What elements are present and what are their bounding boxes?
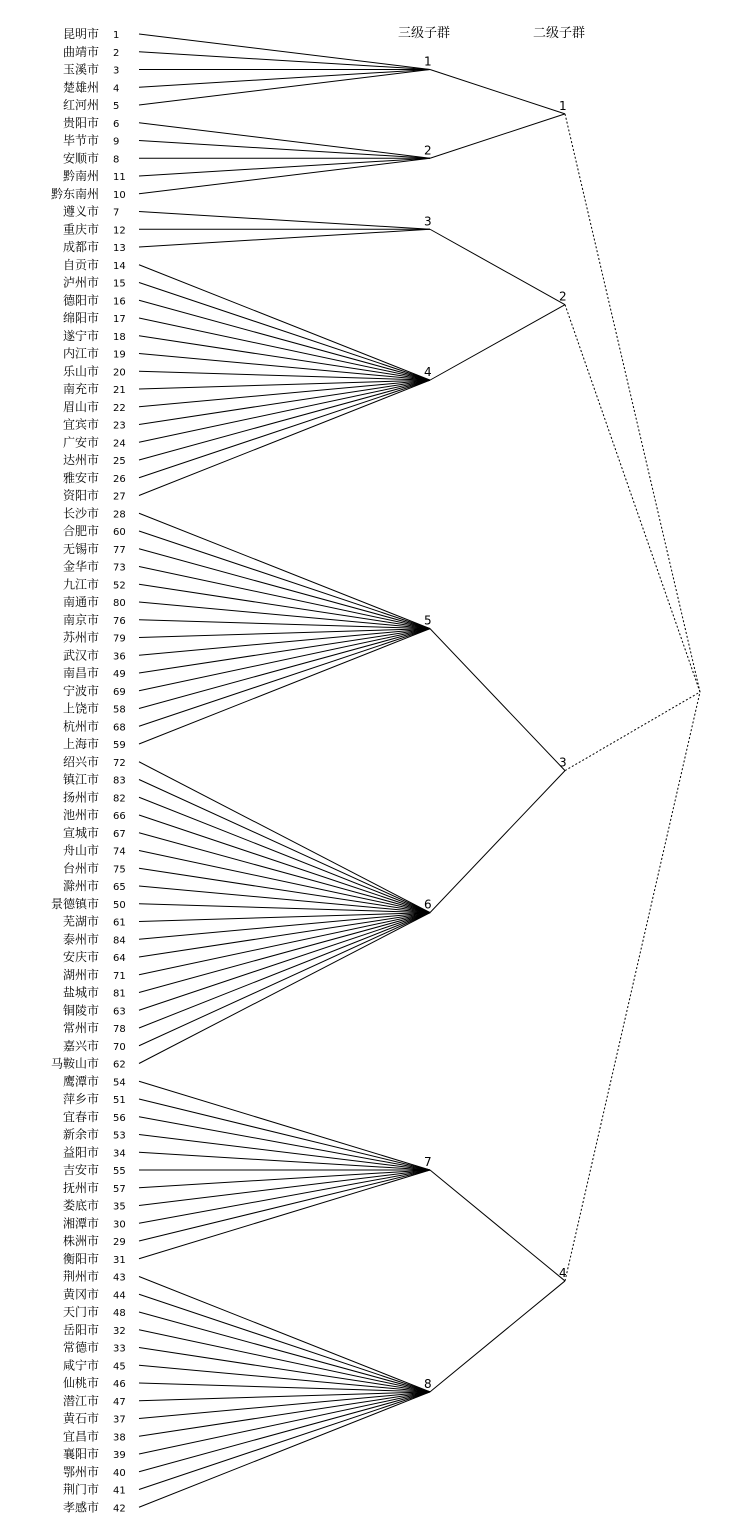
leaf-branch-line (139, 1170, 430, 1259)
city-name-label: 遵义市 (62, 204, 99, 219)
city-id-label: 57 (113, 1183, 126, 1195)
leaf-branch-line (139, 913, 430, 1046)
city-name-label: 鄂州市 (62, 1464, 99, 1479)
city-name-label: 武汉市 (62, 648, 99, 663)
city-name-label: 娄底市 (62, 1198, 99, 1213)
city-id-label: 34 (113, 1148, 126, 1160)
leaf-branch-line (139, 380, 430, 442)
city-id-label: 35 (113, 1201, 126, 1213)
city-name-label: 荆州市 (62, 1269, 99, 1284)
city-name-label: 楚雄州 (62, 80, 99, 95)
city-id-label: 30 (113, 1219, 126, 1231)
leaf-branch-line (139, 123, 430, 159)
city-name-label: 南京市 (62, 612, 99, 627)
leaf-branch-line (139, 629, 430, 709)
city-id-label: 80 (113, 598, 126, 609)
city-name-label: 曲靖市 (62, 44, 99, 59)
leaf-branch-line (139, 513, 430, 628)
city-id-label: 77 (113, 544, 126, 556)
city-id-label: 56 (113, 1112, 126, 1124)
city-id-label: 63 (113, 1006, 126, 1018)
city-name-label: 益阳市 (62, 1145, 99, 1160)
level3-node-label: 4 (424, 365, 432, 380)
city-name-label: 九江市 (62, 577, 99, 592)
city-name-label: 泰州市 (62, 932, 99, 947)
city-name-label: 常德市 (62, 1340, 99, 1355)
level3-node-label: 1 (424, 54, 432, 69)
leaf-branch-line (139, 34, 430, 70)
leaf-branch-line (139, 913, 430, 1011)
city-name-label: 景德镇市 (50, 896, 99, 911)
leaf-branch-line (139, 70, 430, 106)
city-name-label: 内江市 (62, 346, 99, 361)
leaf-branch-line (139, 1312, 430, 1392)
city-name-label: 上饶市 (62, 701, 99, 716)
city-id-label: 21 (113, 385, 126, 396)
header-level3: 三级子群 (398, 26, 451, 41)
city-id-label: 38 (113, 1432, 126, 1444)
leaf-branch-line (139, 1392, 430, 1507)
city-id-label: 23 (113, 420, 126, 432)
city-name-label: 黔东南州 (50, 186, 99, 201)
city-id-label: 36 (113, 651, 126, 663)
leaf-branch-line (139, 797, 430, 912)
city-name-label: 株洲市 (62, 1234, 99, 1248)
level3-node-label: 3 (424, 214, 432, 229)
header-level2: 二级子群 (533, 26, 586, 41)
city-id-label: 79 (113, 633, 126, 645)
city-name-label: 宜春市 (62, 1109, 99, 1124)
city-id-label: 73 (113, 562, 126, 574)
leaf-branch-line (139, 851, 430, 913)
city-id-label: 69 (113, 686, 126, 698)
leaf-branch-line (139, 318, 430, 380)
level3-node-label: 7 (424, 1155, 432, 1169)
city-id-label: 44 (113, 1290, 126, 1302)
city-id-label: 46 (113, 1379, 126, 1390)
city-name-label: 舟山市 (62, 843, 99, 858)
leaf-branch-line (139, 629, 430, 744)
city-name-label: 池州市 (62, 808, 99, 822)
city-name-label: 宁波市 (62, 683, 99, 698)
city-name-label: 资阳市 (62, 488, 99, 503)
city-name-label: 自贡市 (62, 257, 99, 272)
city-id-label: 75 (113, 864, 126, 876)
leaf-branch-line (139, 158, 430, 176)
level2-branch-line (565, 114, 700, 692)
leaf-branch-line (139, 780, 430, 913)
leaf-branch-line (139, 1277, 430, 1392)
city-id-label: 15 (113, 278, 126, 290)
node-labels (424, 55, 567, 1391)
city-id-label: 1 (113, 30, 120, 41)
leaf-branch-line (139, 1170, 430, 1241)
leaf-branch-line (139, 380, 430, 460)
city-name-label: 成都市 (62, 240, 99, 254)
city-id-label: 19 (113, 349, 126, 361)
level3-branch-line (430, 70, 565, 114)
city-id-label: 51 (113, 1095, 126, 1106)
city-id-label: 59 (113, 740, 126, 751)
city-name-label: 盐城市 (62, 985, 99, 1000)
city-name-label: 芜湖市 (62, 914, 99, 929)
city-id-label: 62 (113, 1059, 126, 1071)
city-name-label: 孝感市 (62, 1500, 99, 1515)
level3-branch-line (430, 1281, 565, 1392)
city-name-label: 毕节市 (62, 133, 99, 148)
city-name-label: 德阳市 (62, 293, 99, 308)
city-id-label: 65 (113, 882, 126, 893)
city-name-label: 达州市 (62, 453, 99, 467)
city-name-label: 马鞍山市 (50, 1056, 99, 1071)
city-id-label: 32 (113, 1325, 126, 1337)
city-name-label: 玉溪市 (62, 62, 99, 77)
city-name-label: 黄冈市 (62, 1287, 99, 1302)
city-id-label: 17 (113, 314, 126, 325)
city-id-label: 12 (113, 225, 126, 237)
city-id-label: 25 (113, 456, 126, 467)
city-name-label: 南通市 (62, 595, 99, 609)
level2-node-label: 1 (559, 98, 567, 113)
city-name-label: 镇江市 (62, 772, 99, 787)
city-name-label: 安庆市 (62, 950, 99, 964)
leaf-branch-line (139, 158, 430, 194)
city-id-label: 3 (113, 65, 120, 77)
city-id-label: 48 (113, 1308, 126, 1319)
city-name-label: 铜陵市 (62, 1003, 99, 1018)
leaf-branch-line (139, 531, 430, 629)
city-name-label: 雅安市 (62, 470, 99, 485)
city-id-label: 54 (113, 1077, 126, 1089)
city-id-label: 7 (113, 207, 120, 219)
city-id-label: 22 (113, 402, 126, 414)
city-id-label: 71 (113, 970, 126, 982)
leaf-branch-line (139, 1170, 430, 1223)
leaf-branch-line (139, 229, 430, 247)
city-name-label: 南充市 (62, 382, 99, 396)
city-id-label: 52 (113, 580, 126, 592)
leaf-branch-line (139, 913, 430, 975)
level2-branch-line (565, 692, 700, 1281)
city-name-label: 衡阳市 (62, 1251, 99, 1266)
city-name-label: 红河州 (62, 98, 99, 112)
city-name-label: 黄石市 (62, 1411, 99, 1426)
leaf-branch-line (139, 1170, 430, 1188)
city-name-label: 黔南州 (62, 169, 99, 183)
city-name-label: 岳阳市 (62, 1322, 99, 1337)
city-id-label: 60 (113, 527, 126, 538)
city-id-label: 81 (113, 988, 126, 1000)
city-name-label: 新余市 (62, 1127, 99, 1142)
city-name-label: 湖州市 (62, 967, 99, 982)
city-id-label: 33 (113, 1343, 126, 1355)
city-id-label: 55 (113, 1166, 126, 1177)
city-id-label: 70 (113, 1041, 126, 1053)
city-name-label: 绵阳市 (62, 311, 99, 325)
leaf-branch-line (139, 549, 430, 629)
city-id-label: 68 (113, 722, 126, 734)
city-id-label: 26 (113, 473, 126, 485)
city-id-label: 49 (113, 669, 126, 680)
city-name-label: 抚州市 (62, 1180, 99, 1195)
leaf-branch-line (139, 815, 430, 913)
city-id-label: 84 (113, 935, 126, 947)
city-id-label: 40 (113, 1467, 126, 1479)
level2-node-label: 3 (559, 755, 567, 770)
leaf-branch-line (139, 913, 430, 1028)
city-name-label: 仙桃市 (62, 1376, 99, 1390)
city-name-label: 吉安市 (62, 1163, 99, 1177)
city-id-label: 74 (113, 846, 126, 858)
level2-branch-line (565, 692, 700, 771)
level3-branch-line (430, 114, 565, 158)
city-name-label: 苏州市 (62, 630, 99, 645)
leaf-branch-line (139, 833, 430, 913)
city-name-label: 杭州市 (62, 719, 99, 734)
city-id-label: 4 (113, 83, 120, 95)
city-name-label: 昆明市 (62, 27, 99, 41)
city-id-label: 6 (113, 118, 120, 130)
leaf-branch-line (139, 913, 430, 993)
leaf-branch-line (139, 380, 430, 495)
city-id-label: 58 (113, 704, 126, 716)
city-name-label: 合肥市 (62, 524, 99, 538)
city-id-label: 11 (113, 172, 126, 183)
leaf-branch-line (139, 1392, 430, 1454)
city-id-label: 82 (113, 793, 126, 805)
city-id-label: 37 (113, 1414, 126, 1426)
city-id-label: 66 (113, 811, 126, 822)
city-name-label: 长沙市 (62, 506, 99, 521)
leaf-branch-line (139, 283, 430, 381)
city-id-label: 67 (113, 828, 126, 840)
city-name-label: 金华市 (62, 559, 99, 574)
city-name-label: 重庆市 (62, 222, 99, 237)
city-id-label: 64 (113, 953, 126, 964)
city-name-label: 绍兴市 (62, 754, 99, 769)
leaf-branch-line (139, 1135, 430, 1171)
city-id-label: 16 (113, 296, 126, 308)
city-id-label: 18 (113, 331, 126, 343)
city-id-label: 28 (113, 509, 126, 521)
leaf-branch-line (139, 1081, 430, 1170)
city-name-label: 乐山市 (62, 364, 99, 379)
city-id-label: 9 (113, 136, 120, 148)
city-id-label: 76 (113, 615, 126, 627)
city-name-label: 嘉兴市 (62, 1038, 99, 1053)
leaf-branch-line (139, 52, 430, 70)
city-name-label: 天门市 (62, 1305, 99, 1319)
city-id-label: 5 (113, 101, 120, 112)
leaf-branch-line (139, 265, 430, 380)
leaf-branch-line (139, 1392, 430, 1472)
leaf-branch-line (139, 1392, 430, 1490)
level2-node-label: 4 (559, 1265, 567, 1280)
city-name-label: 湘潭市 (62, 1216, 99, 1231)
city-name-label: 广安市 (62, 435, 99, 450)
city-id-label: 50 (113, 899, 126, 911)
city-id-label: 83 (113, 775, 126, 787)
city-id-label: 2 (113, 47, 120, 59)
leaf-branch-line (139, 1152, 430, 1170)
city-name-label: 安顺市 (62, 151, 99, 166)
level3-branch-line (430, 1170, 565, 1281)
tree-links (139, 34, 700, 1507)
city-name-label: 襄阳市 (62, 1447, 99, 1461)
city-name-label: 宜宾市 (62, 417, 99, 432)
city-id-label: 14 (113, 260, 126, 272)
leaf-branch-line (139, 212, 430, 230)
city-name-label: 常州市 (62, 1021, 99, 1035)
leaf-branch-line (139, 629, 430, 727)
level3-node-label: 8 (424, 1376, 432, 1391)
leaf-labels (51, 27, 126, 1514)
city-name-label: 遂宁市 (62, 328, 99, 343)
city-id-label: 10 (113, 189, 126, 201)
city-id-label: 39 (113, 1450, 126, 1461)
city-id-label: 43 (113, 1272, 126, 1284)
city-id-label: 13 (113, 243, 126, 254)
city-name-label: 宜昌市 (62, 1429, 99, 1444)
city-id-label: 24 (113, 438, 126, 450)
leaf-branch-line (139, 1117, 430, 1170)
level3-branch-line (430, 305, 565, 380)
city-name-label: 咸宁市 (62, 1358, 99, 1373)
level3-branch-line (430, 771, 565, 913)
city-name-label: 扬州市 (62, 790, 99, 805)
city-id-label: 20 (113, 367, 126, 379)
city-name-label: 荆门市 (62, 1482, 99, 1497)
level3-node-label: 6 (424, 897, 432, 912)
leaf-branch-line (139, 141, 430, 159)
city-name-label: 滁州市 (62, 879, 99, 893)
city-name-label: 台州市 (62, 861, 99, 876)
city-name-label: 鹰潭市 (62, 1074, 99, 1089)
city-name-label: 宣城市 (62, 825, 99, 840)
city-id-label: 53 (113, 1130, 126, 1142)
city-name-label: 萍乡市 (62, 1092, 99, 1106)
level3-branch-line (430, 229, 565, 304)
leaf-branch-line (139, 1099, 430, 1170)
city-id-label: 42 (113, 1503, 126, 1515)
level3-branch-line (430, 629, 565, 771)
leaf-branch-line (139, 567, 430, 629)
city-name-label: 上海市 (62, 737, 99, 751)
city-name-label: 潜江市 (62, 1393, 99, 1408)
city-id-label: 45 (113, 1361, 126, 1373)
city-id-label: 61 (113, 917, 126, 929)
city-id-label: 47 (113, 1396, 126, 1408)
leaf-branch-line (139, 300, 430, 380)
city-id-label: 41 (113, 1485, 126, 1497)
city-id-label: 78 (113, 1024, 126, 1035)
level3-node-label: 5 (424, 613, 432, 628)
city-id-label: 8 (113, 154, 120, 166)
city-name-label: 眉山市 (62, 399, 99, 414)
leaf-branch-line (139, 1170, 430, 1206)
city-id-label: 72 (113, 757, 126, 769)
leaf-branch-line (139, 70, 430, 88)
level2-node-label: 2 (559, 289, 567, 304)
city-id-label: 29 (113, 1237, 126, 1248)
city-id-label: 27 (113, 491, 126, 503)
level2-branch-line (565, 305, 700, 692)
level3-node-label: 2 (424, 143, 432, 158)
leaf-branch-line (139, 1294, 430, 1392)
leaf-branch-line (139, 1330, 430, 1392)
city-id-label: 31 (113, 1254, 126, 1266)
city-name-label: 南昌市 (62, 666, 99, 680)
city-name-label: 泸州市 (62, 275, 99, 290)
leaf-branch-line (139, 629, 430, 691)
city-name-label: 无锡市 (62, 541, 99, 556)
city-name-label: 贵阳市 (62, 115, 99, 130)
leaf-branch-line (139, 380, 430, 478)
